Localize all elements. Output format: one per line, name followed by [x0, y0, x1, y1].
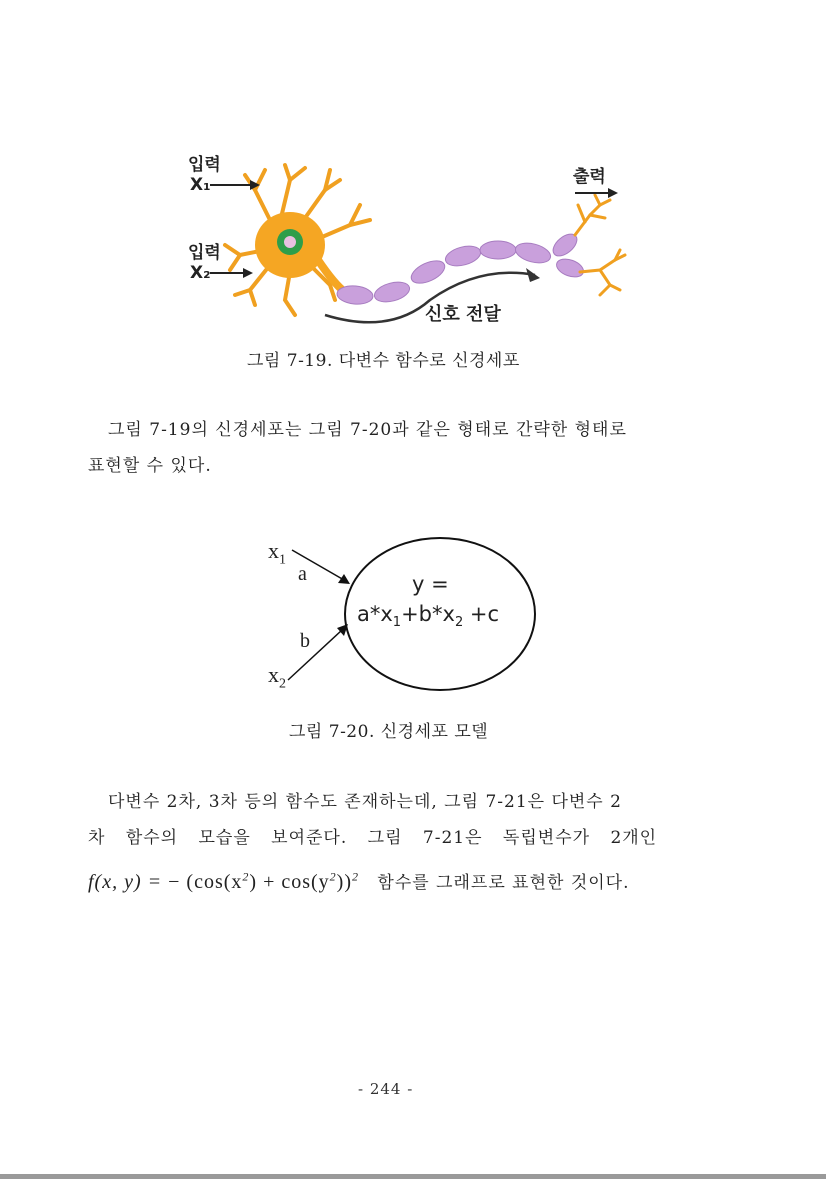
figure-7-19-caption: 그림 7-19. 다변수 함수로 신경세포	[247, 351, 520, 371]
equation-line-2: $a*x_1+b*x_2 +c$	[357, 602, 500, 631]
bottom-rule	[0, 1174, 826, 1179]
paragraph-2-line-1: 다변수 2차, 3차 등의 함수도 존재하는데, 그림 7-21은 다변수 2	[108, 792, 622, 812]
myelin-segments	[336, 230, 586, 306]
x2-label: X₂	[190, 263, 211, 283]
paragraph-2-line-3	[88, 858, 630, 901]
output-label: 출력	[573, 167, 606, 187]
weight-b-label: b	[300, 630, 310, 652]
formula: f(x, y) = − $(\cos(x^2) + \cos(y^2))^2$	[88, 869, 359, 893]
input-2-label: 입력	[188, 243, 221, 263]
paragraph-2-line-3-text: 함수를 그래프로 표현한 것이다.	[377, 872, 630, 893]
paragraph-1-line-1: 그림 7-19의 신경세포는 그림 7-20과 같은 형태로 간략한 형태로	[108, 420, 627, 440]
x1-label: X₁	[190, 175, 211, 195]
neuron-figure	[180, 150, 640, 335]
neuron-model-figure	[260, 530, 550, 700]
figure-7-20-caption: 그림 7-20. 신경세포 모델	[289, 722, 489, 742]
signal-label: 신호 전달	[425, 304, 501, 325]
paragraph-2-line-2: 차 함수의 모습을 보여준다. 그림 7-21은 독립변수가 2개인	[88, 828, 658, 848]
paragraph-1-line-2: 표현할 수 있다.	[88, 456, 212, 476]
signal-arrowhead	[526, 268, 540, 282]
input-2-edge	[288, 630, 342, 680]
page-number: - 244 -	[358, 1080, 414, 1098]
input-1-label: 입력	[188, 155, 221, 175]
x1-input-label: $x_1$	[268, 538, 286, 568]
nucleolus	[284, 236, 296, 248]
axon-terminals	[575, 195, 625, 295]
weight-a-label: a	[298, 563, 307, 585]
neuron-illustration	[180, 150, 640, 335]
equation-line-1: y =	[412, 572, 449, 596]
x2-input-label: $x_2$	[268, 662, 286, 692]
